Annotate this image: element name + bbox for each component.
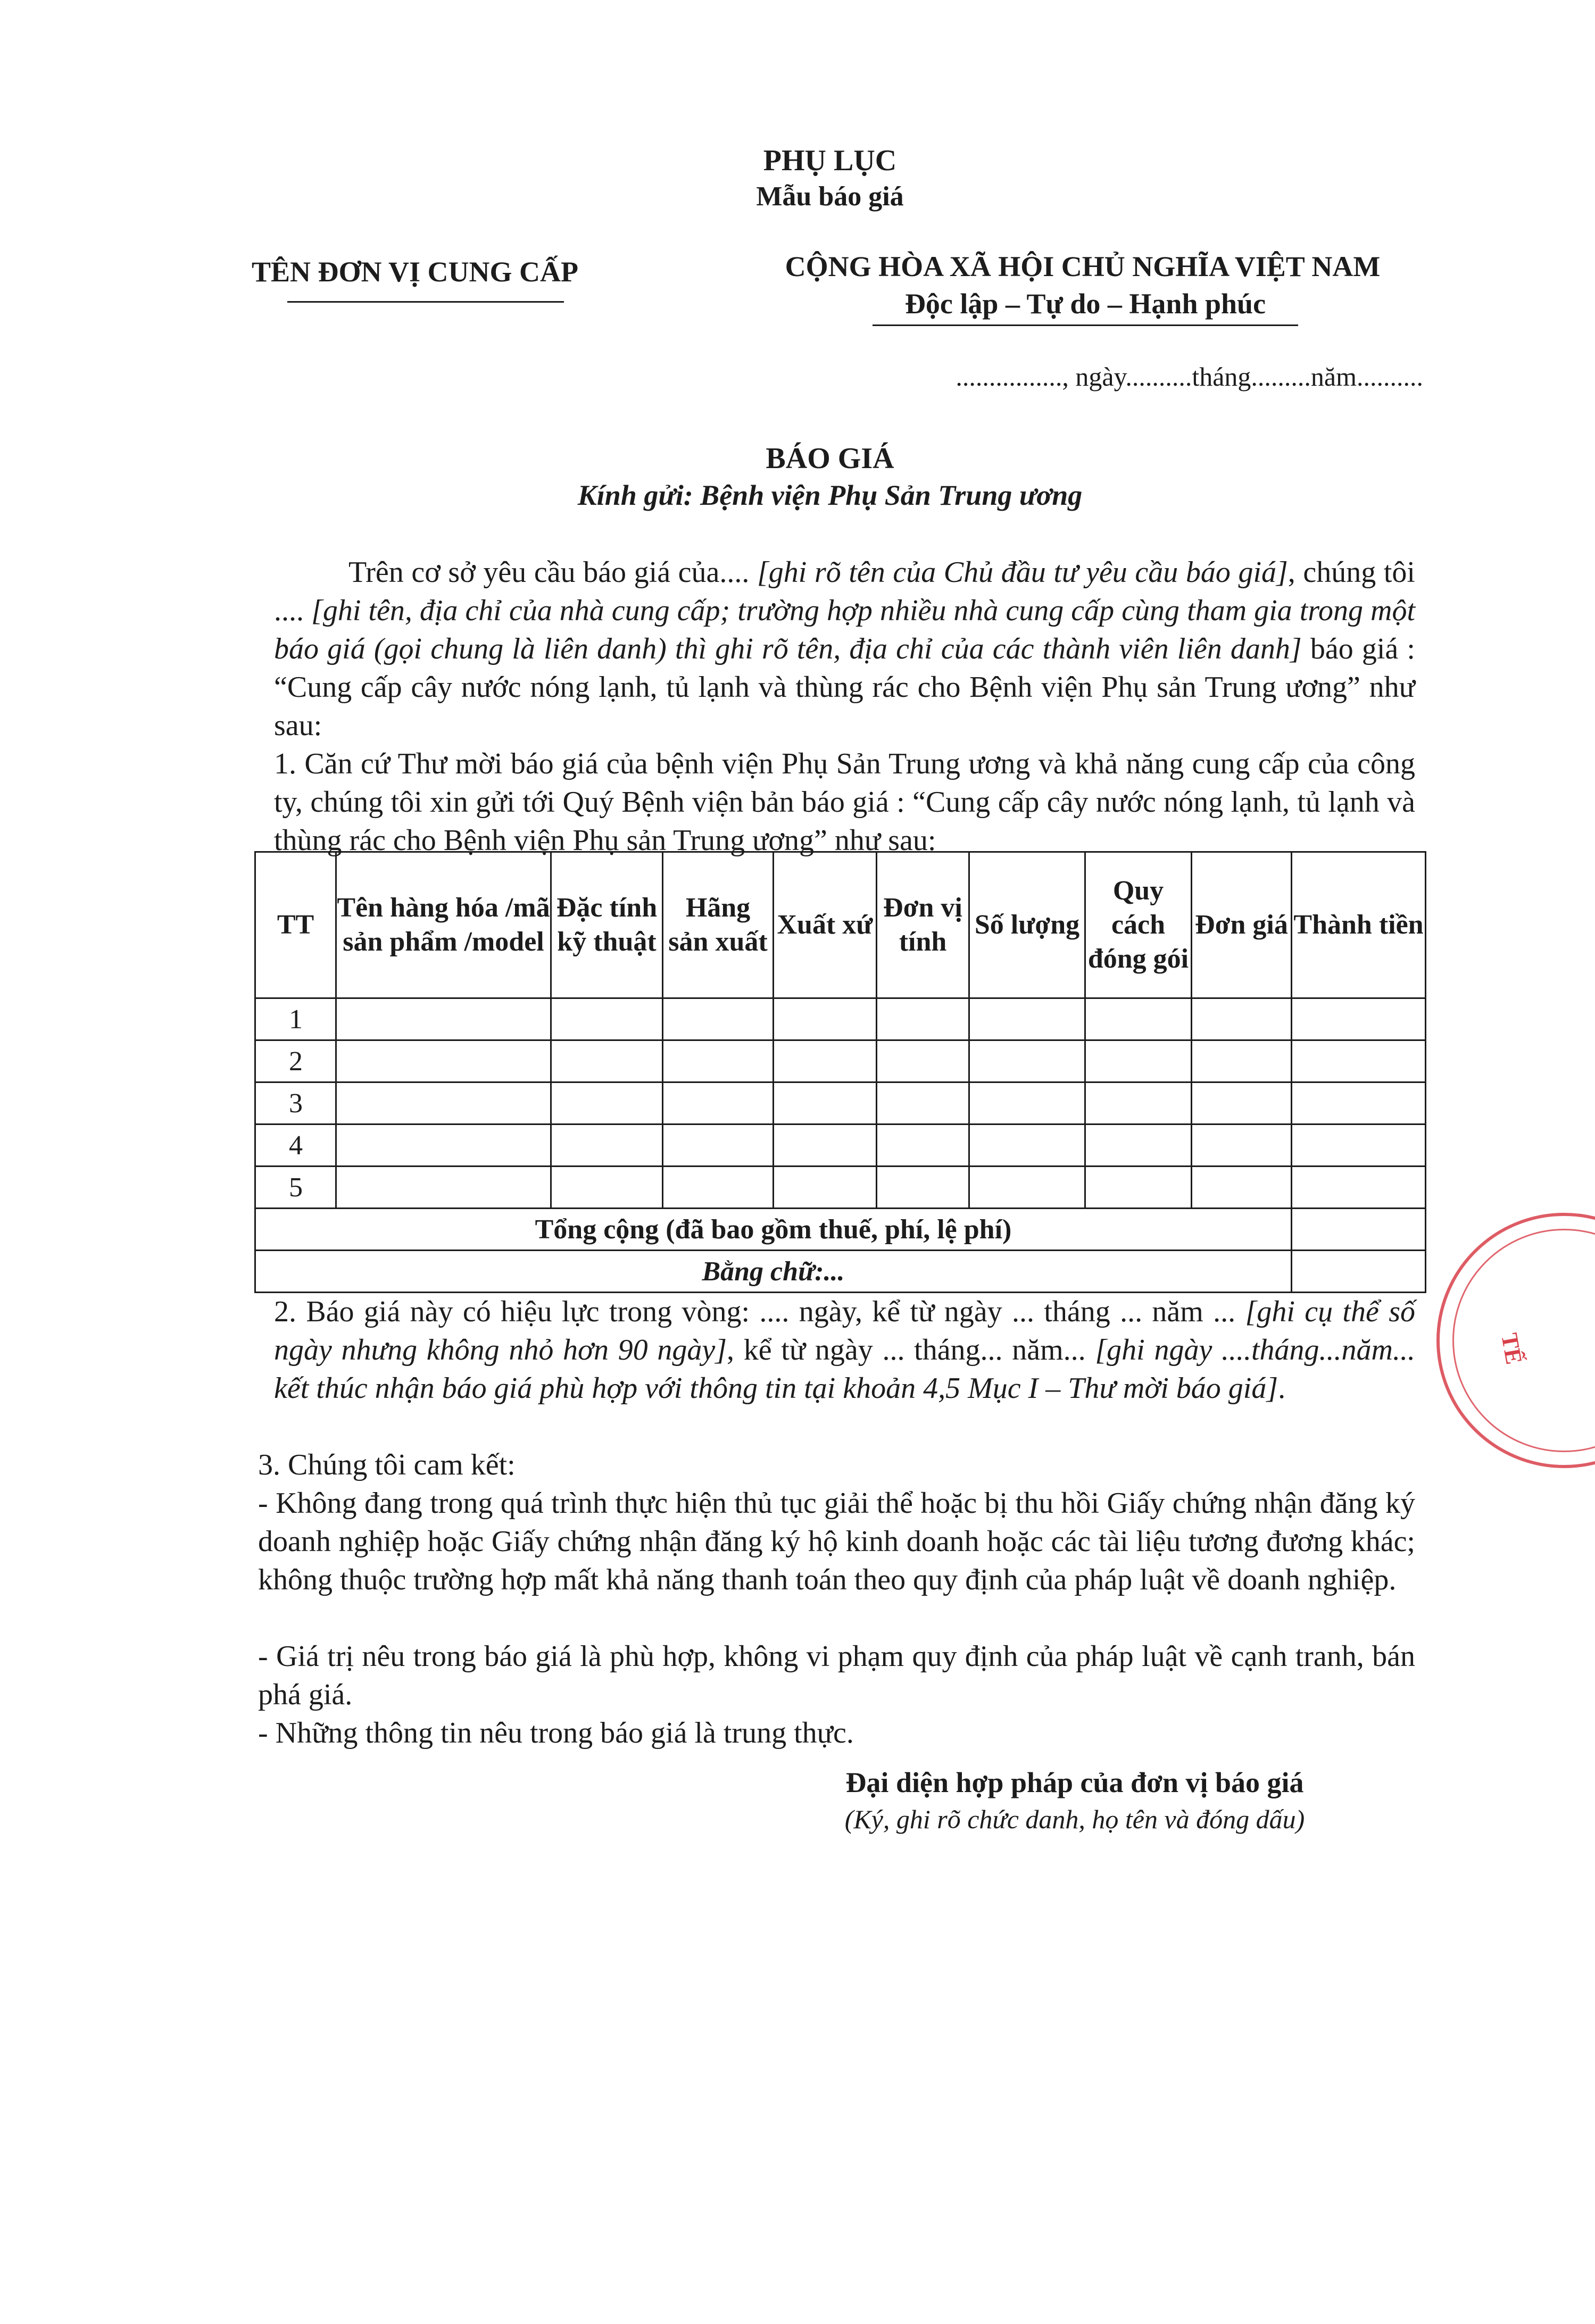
row-number: 2 <box>255 1040 336 1082</box>
quote-table <box>254 851 1426 1293</box>
validity-placeholder-date: [ghi ngày ....tháng...năm... kết thúc nhận báo giá phù hợp với thông tin tại khoản 4,5 Mục I – Thư mời báo giá] <box>274 1334 1416 1405</box>
basis-paragraph: 1. Căn cứ Thư mời báo giá của bệnh viện Phụ Sản Trung ương và khả năng cung cấp của công ty, chúng tôi xin gửi tới Quý Bệnh viện bản báo giá : “Cung cấp cây nước nóng lạnh, tủ lạnh và thùng rác cho Bệnh viện Phụ sản Trung ương” như sau: <box>274 747 1415 857</box>
intro-placeholder-supplier: [ghi tên, địa chỉ của nhà cung cấp; trường hợp nhiều nhà cung cấp cùng tham gia trong một báo giá (gọi chung là liên danh) thì ghi rõ tên, địa chỉ của các thành viên liên danh] <box>274 594 1415 665</box>
header-quantity: Số lượng <box>969 852 1085 998</box>
form-name: Mẫu báo giá <box>756 181 904 212</box>
intro-text-3: báo giá : “Cung cấp cây nước nóng lạnh, tủ lạnh và thùng rác cho Bệnh viện Phụ sản Trung ương” như sau: <box>274 632 1415 742</box>
appendix-title: PHỤ LỤC <box>763 144 897 177</box>
signature-title: Đại diện hợp pháp của đơn vị báo giá <box>845 1767 1304 1798</box>
header-origin: Xuất xứ <box>774 852 877 998</box>
date-line: ................, ngày..........tháng.........năm.......... <box>956 362 1423 392</box>
header-unit: Đơn vị tính <box>877 852 969 998</box>
commitment-item: - Giá trị nêu trong báo giá là phù hợp, không vi phạm quy định của pháp luật về cạnh tranh, bán phá giá. <box>258 1640 1415 1711</box>
commitments-heading: 3. Chúng tôi cam kết: <box>258 1448 516 1481</box>
header-unit-price: Đơn giá <box>1192 852 1292 998</box>
validity-text-1: 2. Báo giá này có hiệu lực trong vòng: .... ngày, kể từ ngày ... tháng ... năm ... <box>274 1295 1245 1328</box>
recipient-line: Kính gửi: Bệnh viện Phụ Sản Trung ương <box>577 479 1083 511</box>
intro-text-2: , chúng tôi .... <box>274 556 1415 627</box>
validity-text-2: , kể từ ngày ... tháng... năm... <box>727 1334 1095 1367</box>
header-specs: Đặc tính kỹ thuật <box>551 852 663 998</box>
header-manufacturer: Hãng sản xuất <box>663 852 774 998</box>
motto: Độc lập – Tự do – Hạnh phúc <box>904 288 1266 320</box>
validity-paragraph <box>274 1293 1415 1407</box>
table-row <box>255 1124 1426 1167</box>
row-number: 1 <box>255 998 336 1040</box>
total-row <box>255 1209 1426 1251</box>
validity-text-3: . <box>1278 1372 1286 1405</box>
row-number: 3 <box>255 1082 336 1124</box>
table-row <box>255 1040 1426 1082</box>
row-number: 4 <box>255 1124 336 1167</box>
row-number: 5 <box>255 1167 336 1209</box>
header-amount: Thành tiền <box>1292 852 1426 998</box>
motto-underline <box>873 324 1298 326</box>
header-product-name: Tên hàng hóa /mã sản phẩm /model <box>336 852 551 998</box>
supplier-underline <box>287 301 564 303</box>
intro-placeholder-investor: [ghi rõ tên của Chủ đầu tư yêu cầu báo giá] <box>757 556 1288 589</box>
intro-text-1: Trên cơ sở yêu cầu báo giá của.... <box>348 556 757 589</box>
intro-paragraph <box>274 553 1415 745</box>
header-packaging: Quy cách đóng gói <box>1085 852 1192 998</box>
document-title: BÁO GIÁ <box>766 442 894 475</box>
words-row <box>255 1251 1426 1293</box>
table-row <box>255 1082 1426 1124</box>
header-tt: TT <box>255 852 336 998</box>
stamp-lettering: TẾ <box>1496 1331 1527 1367</box>
supplier-label: TÊN ĐƠN VỊ CUNG CẤP <box>251 256 579 288</box>
commitment-item: - Không đang trong quá trình thực hiện thủ tục giải thể hoặc bị thu hồi Giấy chứng nhận đăng ký doanh nghiệp hoặc Giấy chứng nhận đăng ký hộ kinh doanh hoặc các tài liệu tương đương khác; không thuộc trường hợp mất khả năng thanh toán theo quy định của pháp luật về doanh nghiệp. <box>258 1487 1415 1596</box>
table-row <box>255 998 1426 1040</box>
table-row <box>255 1167 1426 1209</box>
amount-in-words: Bằng chữ:... <box>255 1251 1292 1293</box>
total-label: Tổng cộng (đã bao gồm thuế, phí, lệ phí) <box>255 1209 1292 1251</box>
table-header-row <box>255 852 1426 998</box>
validity-placeholder-days: [ghi cụ thể số ngày nhưng không nhỏ hơn 90 ngày] <box>274 1295 1415 1367</box>
signature-note: (Ký, ghi rõ chức danh, họ tên và đóng dấu) <box>844 1804 1305 1834</box>
nation-title: CỘNG HÒA XÃ HỘI CHỦ NGHĨA VIỆT NAM <box>785 251 1381 282</box>
commitment-item: - Những thông tin nêu trong báo giá là trung thực. <box>258 1717 854 1750</box>
